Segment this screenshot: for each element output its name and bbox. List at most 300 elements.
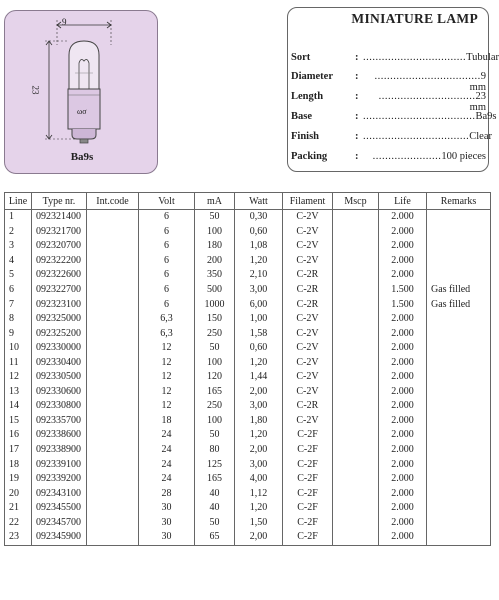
cell-watt: 2,00 [235,385,283,400]
header-ma: mA [195,193,235,210]
cell-type-nr: 092330000 [32,341,87,356]
cell-mscp [333,443,379,458]
cell-volt: 6 [139,268,195,283]
spec-row-finish [291,131,492,145]
cell-line: 3 [5,239,32,254]
cell-watt: 3,00 [235,457,283,472]
cell-mscp [333,225,379,240]
cell-line: 6 [5,283,32,298]
spec-colon: : [355,111,359,122]
cell-filament: C-2V [283,210,333,225]
spec-row-length [291,91,486,113]
cell-watt: 3,00 [235,283,283,298]
cell-watt: 1,00 [235,312,283,327]
cell-ma: 500 [195,283,235,298]
cell-life: 2.000 [379,268,427,283]
spec-title: MINIATURE LAMP [351,11,478,26]
cell-int-code [87,501,139,516]
cell-type-nr: 092322700 [32,283,87,298]
cell-mscp [333,486,379,501]
leader-dots: .................................... [363,111,476,122]
cell-remarks [427,268,491,283]
cell-type-nr: 092322200 [32,254,87,269]
cell-int-code [87,326,139,341]
cell-watt: 0,60 [235,225,283,240]
cell-life: 2.000 [379,501,427,516]
cell-int-code [87,210,139,225]
cell-line: 14 [5,399,32,414]
lamp-types-table [4,192,491,546]
spec-row-packing [291,151,486,165]
cell-line: 5 [5,268,32,283]
table-row [5,239,491,254]
header-watt: Watt [235,193,283,210]
cell-line: 7 [5,297,32,312]
spec-value: Tubular [466,52,499,63]
cell-life: 2.000 [379,414,427,429]
cell-watt: 1,50 [235,515,283,530]
table-row [5,501,491,516]
spec-colon: : [355,52,359,63]
leader-dots: .................................. [363,131,470,142]
cell-type-nr: 092330400 [32,355,87,370]
cell-volt: 12 [139,355,195,370]
cell-line: 23 [5,530,32,545]
table-body [5,210,491,546]
cell-line: 8 [5,312,32,327]
cell-type-nr: 092330500 [32,370,87,385]
cell-ma: 100 [195,355,235,370]
cell-remarks [427,414,491,429]
cell-mscp [333,501,379,516]
cell-watt: 1,58 [235,326,283,341]
cell-mscp [333,254,379,269]
cell-mscp [333,515,379,530]
cell-mscp [333,457,379,472]
cell-life: 2.000 [379,457,427,472]
cell-remarks [427,312,491,327]
height-dimension-label: 23 [30,85,41,95]
table-row [5,515,491,530]
cell-ma: 80 [195,443,235,458]
cell-ma: 250 [195,326,235,341]
spec-colon: : [355,71,359,82]
table-row [5,254,491,269]
cell-life: 2.000 [379,385,427,400]
spec-value: 9 mm [469,71,486,93]
cell-type-nr: 092322600 [32,268,87,283]
cell-remarks [427,326,491,341]
cell-ma: 100 [195,225,235,240]
cell-volt: 6,3 [139,312,195,327]
cell-mscp [333,239,379,254]
cell-watt: 1,20 [235,254,283,269]
spec-row-base [291,111,497,125]
cell-remarks [427,355,491,370]
spec-key: Length [291,91,324,102]
table-row [5,326,491,341]
cell-int-code [87,239,139,254]
cell-filament: C-2V [283,385,333,400]
cell-volt: 12 [139,370,195,385]
table-row [5,355,491,370]
spec-key: Finish [291,131,320,142]
cell-filament: C-2F [283,457,333,472]
cell-watt: 2,10 [235,268,283,283]
cell-ma: 40 [195,501,235,516]
header-life: Life [379,193,427,210]
cell-filament: C-2F [283,515,333,530]
cell-filament: C-2V [283,312,333,327]
cell-ma: 165 [195,385,235,400]
cell-life: 1.500 [379,283,427,298]
cell-ma: 180 [195,239,235,254]
cell-volt: 12 [139,385,195,400]
cell-int-code [87,486,139,501]
table-row [5,385,491,400]
cell-volt: 12 [139,399,195,414]
cell-ma: 50 [195,428,235,443]
cell-mscp [333,312,379,327]
cell-remarks [427,472,491,487]
cell-watt: 1,80 [235,414,283,429]
table-row [5,472,491,487]
cell-remarks [427,341,491,356]
cell-volt: 24 [139,457,195,472]
cell-volt: 12 [139,341,195,356]
cell-int-code [87,399,139,414]
cell-filament: C-2F [283,472,333,487]
table-row [5,370,491,385]
header-line: Line [5,193,32,210]
cell-int-code [87,283,139,298]
cell-volt: 24 [139,443,195,458]
spec-key: Base [291,111,312,122]
cell-watt: 6,00 [235,297,283,312]
table-row [5,443,491,458]
cell-volt: 6,3 [139,326,195,341]
cell-volt: 6 [139,254,195,269]
cell-line: 16 [5,428,32,443]
table-row [5,283,491,298]
table-row [5,486,491,501]
cell-ma: 65 [195,530,235,545]
cell-life: 2.000 [379,472,427,487]
cell-ma: 165 [195,472,235,487]
cell-int-code [87,530,139,545]
cell-ma: 200 [195,254,235,269]
cell-type-nr: 092338600 [32,428,87,443]
cell-filament: C-2V [283,225,333,240]
cell-type-nr: 092345900 [32,530,87,545]
cell-filament: C-2V [283,414,333,429]
cell-ma: 100 [195,414,235,429]
table-row [5,399,491,414]
cell-filament: C-2V [283,239,333,254]
leader-dots: .................................. [374,71,481,82]
spec-value: Clear [469,131,492,142]
cell-line: 21 [5,501,32,516]
cell-life: 2.000 [379,239,427,254]
table-header-row [5,193,491,210]
cell-mscp [333,268,379,283]
cell-int-code [87,428,139,443]
cell-filament: C-2R [283,297,333,312]
cell-volt: 28 [139,486,195,501]
table-row [5,530,491,545]
cell-int-code [87,370,139,385]
cell-filament: C-2F [283,486,333,501]
cell-filament: C-2V [283,341,333,356]
cell-int-code [87,515,139,530]
base-type-label: Ba9s [70,151,94,163]
spec-value: 23 mm [469,91,486,113]
cell-int-code [87,312,139,327]
cell-mscp [333,297,379,312]
cell-remarks [427,443,491,458]
cell-int-code [87,355,139,370]
cell-line: 18 [5,457,32,472]
cell-remarks [427,254,491,269]
cell-ma: 125 [195,457,235,472]
cell-type-nr: 092339100 [32,457,87,472]
cell-filament: C-2F [283,530,333,545]
cell-int-code [87,341,139,356]
cell-ma: 50 [195,341,235,356]
cell-ma: 50 [195,210,235,225]
cell-filament: C-2V [283,370,333,385]
cell-line: 4 [5,254,32,269]
cell-watt: 2,00 [235,443,283,458]
cell-volt: 6 [139,210,195,225]
cell-line: 10 [5,341,32,356]
width-dimension-label: 9 [62,17,67,27]
cell-type-nr: 092325000 [32,312,87,327]
cell-type-nr: 092330800 [32,399,87,414]
cell-remarks [427,515,491,530]
cell-int-code [87,297,139,312]
cell-life: 2.000 [379,355,427,370]
cell-line: 17 [5,443,32,458]
leader-dots: ...................... [372,151,442,162]
cell-line: 11 [5,355,32,370]
header-filament: Filament [283,193,333,210]
cell-volt: 6 [139,283,195,298]
header-remarks: Remarks [427,193,491,210]
cell-life: 2.000 [379,515,427,530]
cell-volt: 6 [139,239,195,254]
cell-watt: 0,30 [235,210,283,225]
spec-value: Ba9s [475,111,497,122]
cell-line: 20 [5,486,32,501]
table-row [5,225,491,240]
cell-type-nr: 092343100 [32,486,87,501]
cell-int-code [87,225,139,240]
cell-filament: C-2V [283,326,333,341]
cell-line: 2 [5,225,32,240]
cell-line: 22 [5,515,32,530]
cell-ma: 40 [195,486,235,501]
cell-life: 2.000 [379,428,427,443]
cell-watt: 0,60 [235,341,283,356]
cell-ma: 120 [195,370,235,385]
cell-filament: C-2V [283,254,333,269]
header-int-code: Int.code [87,193,139,210]
header-type-nr: Type nr. [32,193,87,210]
cell-mscp [333,355,379,370]
cell-life: 2.000 [379,210,427,225]
cell-remarks [427,428,491,443]
table-row [5,210,491,225]
spec-panel [287,7,499,172]
cell-volt: 6 [139,297,195,312]
cell-line: 1 [5,210,32,225]
cell-filament: C-2F [283,443,333,458]
cell-int-code [87,414,139,429]
cell-line: 12 [5,370,32,385]
header-mscp: Mscp [333,193,379,210]
cell-watt: 1,20 [235,501,283,516]
cell-type-nr: 092345500 [32,501,87,516]
cell-type-nr: 092321400 [32,210,87,225]
cell-volt: 18 [139,414,195,429]
cell-filament: C-2F [283,501,333,516]
table-row [5,297,491,312]
cell-type-nr: 092338900 [32,443,87,458]
cell-mscp [333,414,379,429]
cell-ma: 150 [195,312,235,327]
cell-volt: 6 [139,225,195,240]
cell-volt: 30 [139,530,195,545]
cell-life: 2.000 [379,326,427,341]
cell-remarks: Gas filled [427,283,491,298]
cell-ma: 350 [195,268,235,283]
table-row [5,414,491,429]
cell-type-nr: 092335700 [32,414,87,429]
cell-life: 2.000 [379,486,427,501]
table-row [5,341,491,356]
header-volt: Volt [139,193,195,210]
spec-colon: : [355,131,359,142]
cell-mscp [333,428,379,443]
cell-remarks: Gas filled [427,297,491,312]
cell-life: 2.000 [379,312,427,327]
cell-mscp [333,399,379,414]
cell-filament: C-2R [283,268,333,283]
cell-line: 13 [5,385,32,400]
spec-colon: : [355,151,359,162]
spec-key: Diameter [291,71,333,82]
cell-volt: 24 [139,428,195,443]
cell-mscp [333,341,379,356]
cell-line: 15 [5,414,32,429]
cell-life: 2.000 [379,399,427,414]
cell-line: 9 [5,326,32,341]
cell-watt: 1,20 [235,428,283,443]
cell-mscp [333,210,379,225]
cell-volt: 30 [139,501,195,516]
cell-life: 2.000 [379,341,427,356]
leader-dots: ............................... [378,91,476,102]
cell-life: 2.000 [379,530,427,545]
cell-mscp [333,472,379,487]
cell-type-nr: 092339200 [32,472,87,487]
cell-life: 1.500 [379,297,427,312]
cell-remarks [427,239,491,254]
spec-row-sort [291,52,499,66]
cell-filament: C-2F [283,428,333,443]
cell-life: 2.000 [379,443,427,458]
cell-mscp [333,283,379,298]
cell-life: 2.000 [379,225,427,240]
table-row [5,428,491,443]
cell-remarks [427,399,491,414]
cell-int-code [87,254,139,269]
cell-mscp [333,370,379,385]
cell-remarks [427,501,491,516]
table-row [5,312,491,327]
cell-remarks [427,486,491,501]
cell-remarks [427,225,491,240]
cell-int-code [87,385,139,400]
cell-type-nr: 092323100 [32,297,87,312]
spec-value: 100 pieces [441,151,486,162]
cell-watt: 1,08 [235,239,283,254]
cell-ma: 50 [195,515,235,530]
cell-volt: 30 [139,515,195,530]
cell-int-code [87,472,139,487]
cell-ma: 1000 [195,297,235,312]
cell-ma: 250 [195,399,235,414]
cell-int-code [87,457,139,472]
cell-volt: 24 [139,472,195,487]
lamp-marking: ωσ [77,107,87,116]
cell-remarks [427,530,491,545]
cell-int-code [87,268,139,283]
cell-int-code [87,443,139,458]
cell-type-nr: 092330600 [32,385,87,400]
cell-life: 2.000 [379,254,427,269]
cell-watt: 1,44 [235,370,283,385]
cell-remarks [427,457,491,472]
cell-mscp [333,530,379,545]
cell-type-nr: 092320700 [32,239,87,254]
table-row [5,268,491,283]
spec-key: Packing [291,151,328,162]
cell-watt: 4,00 [235,472,283,487]
cell-remarks [427,370,491,385]
lamp-figure-panel [4,10,158,174]
leader-dots: ................................. [363,52,467,63]
cell-watt: 3,00 [235,399,283,414]
cell-line: 19 [5,472,32,487]
cell-type-nr: 092325200 [32,326,87,341]
cell-watt: 1,20 [235,355,283,370]
table-row [5,457,491,472]
spec-colon: : [355,91,359,102]
cell-filament: C-2R [283,399,333,414]
cell-life: 2.000 [379,370,427,385]
cell-mscp [333,385,379,400]
spec-row-diameter [291,71,486,93]
cell-filament: C-2V [283,355,333,370]
cell-watt: 2,00 [235,530,283,545]
cell-filament: C-2R [283,283,333,298]
spec-key: Sort [291,52,311,63]
cell-type-nr: 092321700 [32,225,87,240]
cell-mscp [333,326,379,341]
cell-type-nr: 092345700 [32,515,87,530]
